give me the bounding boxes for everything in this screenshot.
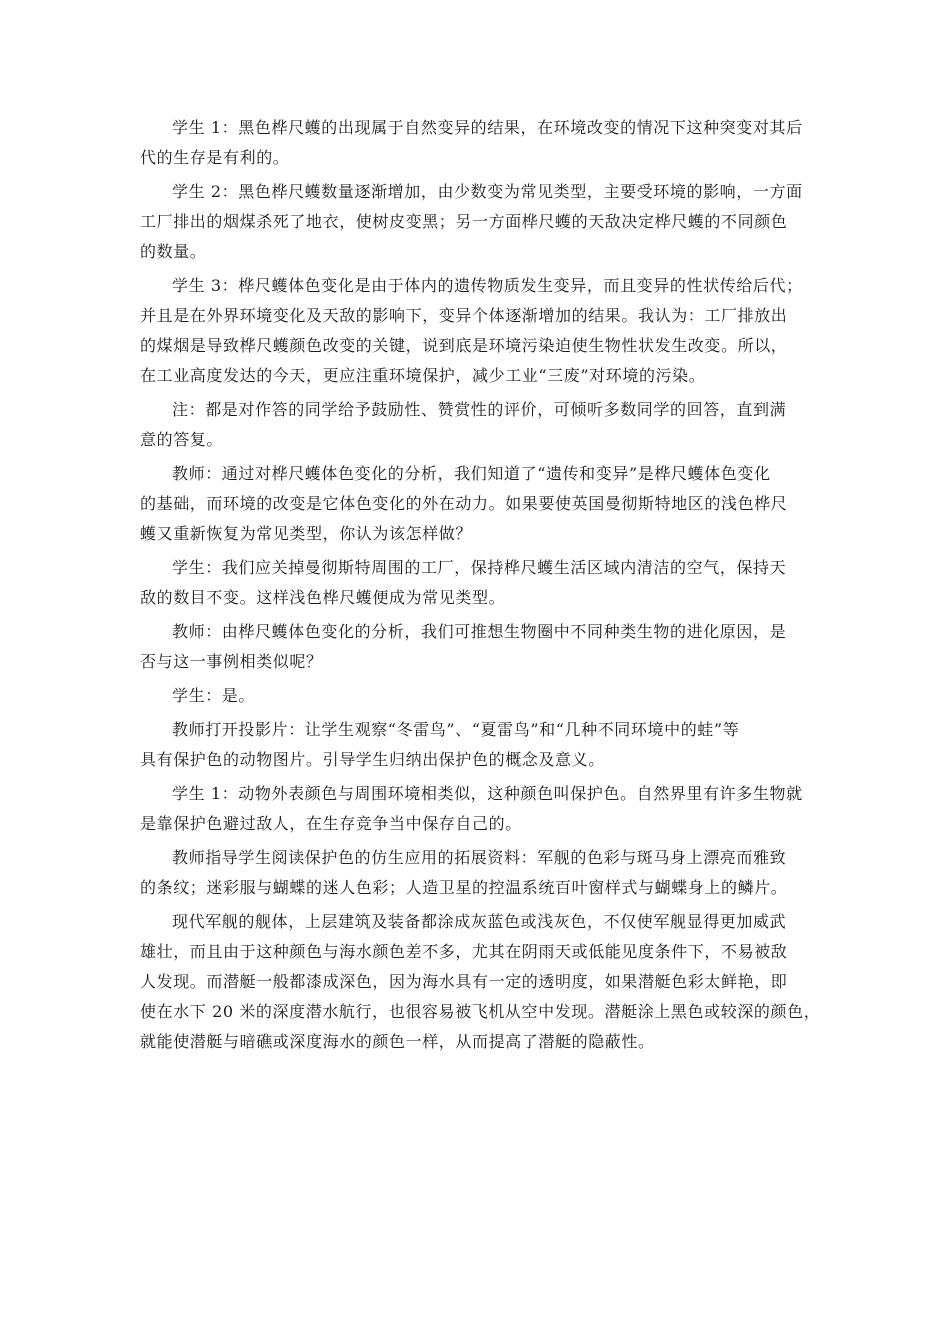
text-line: 是靠保护色避过敌人，在生存竞争当中保存自己的。 <box>140 814 522 833</box>
paragraph-student3-opinion <box>140 271 816 391</box>
paragraph-teacher-question <box>140 459 816 549</box>
paragraph-teacher-inference <box>140 617 816 677</box>
text-line: 在工业高度发达的今天，更应注重环境保护，减少工业“三废”对环境的污染。 <box>140 366 706 385</box>
text-line: 雄壮，而且由于这种颜色与海水颜色差不多，尤其在阴雨天或低能见度条件下，不易被敌 <box>140 942 788 961</box>
paragraph-teacher-slides <box>140 715 816 775</box>
text-line: 使在水下 20 米的深度潜水航行，也很容易被飞机从空中发现。潜艇涂上黑色或较深的颜色， <box>140 1002 821 1021</box>
text-line: 学生：是。 <box>172 686 256 705</box>
text-line: 的条纹；迷彩服与蝴蝶的迷人色彩；人造卫星的控温系统百叶窗样式与蝴蝶身上的鳞片。 <box>140 878 788 897</box>
text-line: 并且是在外界环境变化及天敌的影响下，变异个体逐渐增加的结果。我认为：工厂排放出 <box>140 306 788 325</box>
paragraph-student1-opinion <box>140 113 816 173</box>
text-line: 教师指导学生阅读保护色的仿生应用的拓展资料：军舰的色彩与斑马身上漂亮而雅致 <box>172 848 787 867</box>
paragraph-student2-opinion <box>140 177 816 267</box>
text-line: 的煤烟是导致桦尺蠖颜色改变的关键，说到底是环境污染迫使生物性状发生改变。所以， <box>140 336 788 355</box>
text-line: 教师打开投影片：让学生观察“冬雷鸟”、“夏雷鸟”和“几种不同环境中的蛙”等 <box>172 720 740 739</box>
text-line: 具有保护色的动物图片。引导学生归纳出保护色的概念及意义。 <box>140 750 605 769</box>
paragraph-warship-camouflage <box>140 907 821 1057</box>
paragraph-student-yes <box>140 681 816 711</box>
text-line: 蠖又重新恢复为常见类型，你认为该怎样做？ <box>140 524 473 543</box>
document-body <box>140 113 821 1061</box>
text-line: 的基础，而环境的改变是它体色变化的外在动力。如果要使英国曼彻斯特地区的浅色桦尺 <box>140 494 788 513</box>
text-line: 敌的数目不变。这样浅色桦尺蠖便成为常见类型。 <box>140 588 506 607</box>
text-line: 人发现。而潜艇一般都漆成深色，因为海水具有一定的透明度，如果潜艇色彩太鲜艳，即 <box>140 972 788 991</box>
text-line: 就能使潜艇与暗礁或深度海水的颜色一样，从而提高了潜艇的隐蔽性。 <box>140 1032 655 1051</box>
paragraph-student1-definition <box>140 779 816 839</box>
text-line: 学生 2：黑色桦尺蠖数量逐渐增加，由少数变为常见类型，主要受环境的影响，一方面 <box>172 182 803 201</box>
text-line: 否与这一事例相类似呢？ <box>140 652 323 671</box>
text-line: 的数量。 <box>140 242 207 261</box>
text-line: 学生 1：动物外表颜色与周围环境相类似，这种颜色叫保护色。自然界里有许多生物就 <box>172 784 803 803</box>
text-line: 教师：由桦尺蠖体色变化的分析，我们可推想生物圈中不同种类生物的进化原因，是 <box>172 622 787 641</box>
text-line: 代的生存是有利的。 <box>140 148 290 167</box>
text-line: 学生 1：黑色桦尺蠖的出现属于自然变异的结果，在环境改变的情况下这种突变对其后 <box>172 118 803 137</box>
paragraph-teacher-reading <box>140 843 816 903</box>
text-line: 教师：通过对桦尺蠖体色变化的分析，我们知道了“遗传和变异”是桦尺蠖体色变化 <box>172 464 771 483</box>
text-line: 学生：我们应关掉曼彻斯特周围的工厂，保持桦尺蠖生活区域内清洁的空气，保持天 <box>172 558 787 577</box>
text-line: 意的答复。 <box>140 430 224 449</box>
text-line: 现代军舰的舰体，上层建筑及装备都涂成灰蓝色或浅灰色，不仅使军舰显得更加威武 <box>172 912 787 931</box>
text-line: 学生 3：桦尺蠖体色变化是由于体内的遗传物质发生变异，而且变异的性状传给后代； <box>172 276 803 295</box>
paragraph-note <box>140 395 816 455</box>
text-line: 工厂排出的烟煤杀死了地衣，使树皮变黑；另一方面桦尺蠖的天敌决定桦尺蠖的不同颜色 <box>140 212 788 231</box>
text-line: 注：都是对作答的同学给予鼓励性、赞赏性的评价，可倾听多数同学的回答，直到满 <box>172 400 787 419</box>
paragraph-student-answer <box>140 553 816 613</box>
